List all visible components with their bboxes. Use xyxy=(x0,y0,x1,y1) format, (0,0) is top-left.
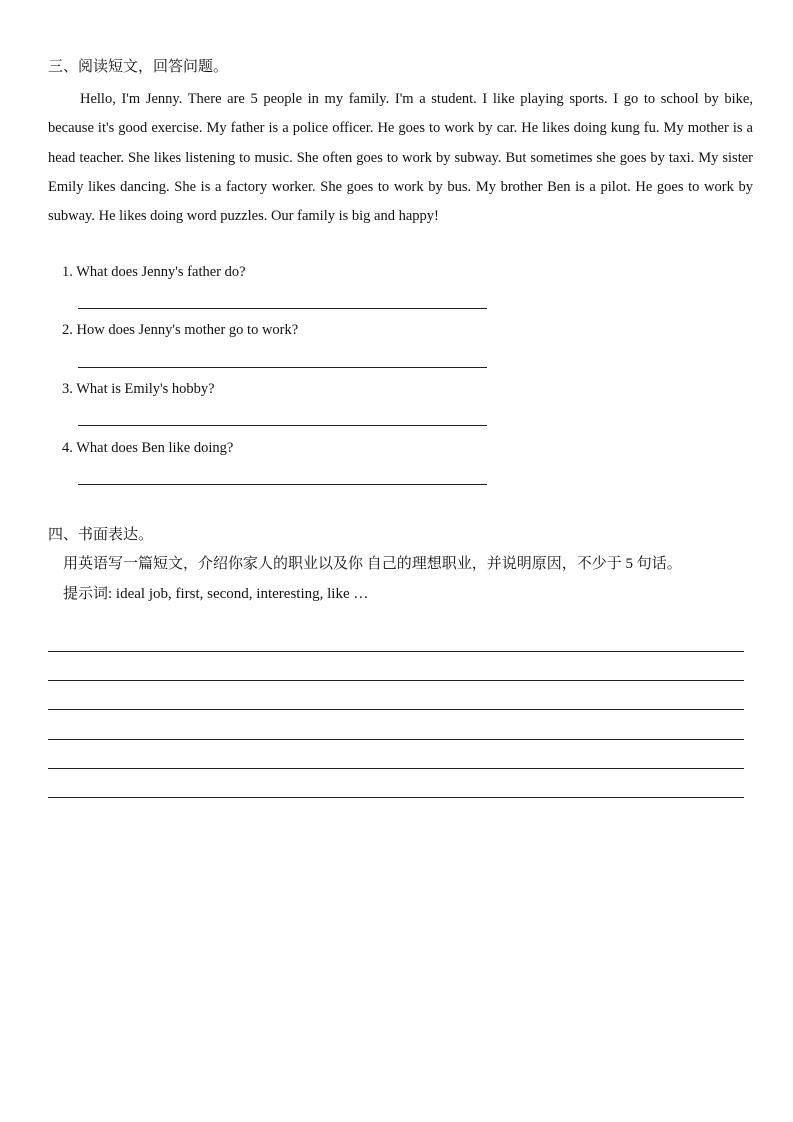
writing-instruction: 用英语写一篇短文，介绍你家人的职业以及你 自己的理想职业，并说明原因，不少于 5 句话。 xyxy=(63,556,682,572)
writing-section-title: 四、书面表达。 xyxy=(48,527,154,543)
question-2: 2. How does Jenny's mother go to work? xyxy=(62,322,299,338)
answer-line-1[interactable] xyxy=(78,308,487,309)
reading-section-title: 三、阅读短文，回答问题。 xyxy=(48,59,229,75)
writing-line-6[interactable] xyxy=(48,797,744,798)
writing-line-4[interactable] xyxy=(48,739,744,740)
writing-hint: 提示词: ideal job, first, second, interesting, like … xyxy=(63,586,369,602)
answer-line-4[interactable] xyxy=(78,484,487,485)
answer-line-2[interactable] xyxy=(78,367,487,368)
answer-line-3[interactable] xyxy=(78,425,487,426)
writing-line-1[interactable] xyxy=(48,651,744,652)
question-3: 3. What is Emily's hobby? xyxy=(62,381,215,397)
question-1: 1. What does Jenny's father do? xyxy=(62,264,246,280)
writing-line-3[interactable] xyxy=(48,709,744,710)
writing-line-5[interactable] xyxy=(48,768,744,769)
question-4: 4. What does Ben like doing? xyxy=(62,440,234,456)
reading-passage: Hello, I'm Jenny. There are 5 people in my family. I'm a student. I like playing sports. I go to school by bike, because it's good exercise. My father is a police officer. He goes to work by car. He likes doing kung fu. My mother is a head teacher. She likes listening to music. She often goes to work by subway. But sometimes she goes by taxi. My sister Emily likes dancing. She is a factory worker. She goes to work by bus. My brother Ben is a pilot. He goes to work by subway. He likes doing word puzzles. Our family is big and happy! xyxy=(48,91,753,225)
writing-line-2[interactable] xyxy=(48,680,744,681)
